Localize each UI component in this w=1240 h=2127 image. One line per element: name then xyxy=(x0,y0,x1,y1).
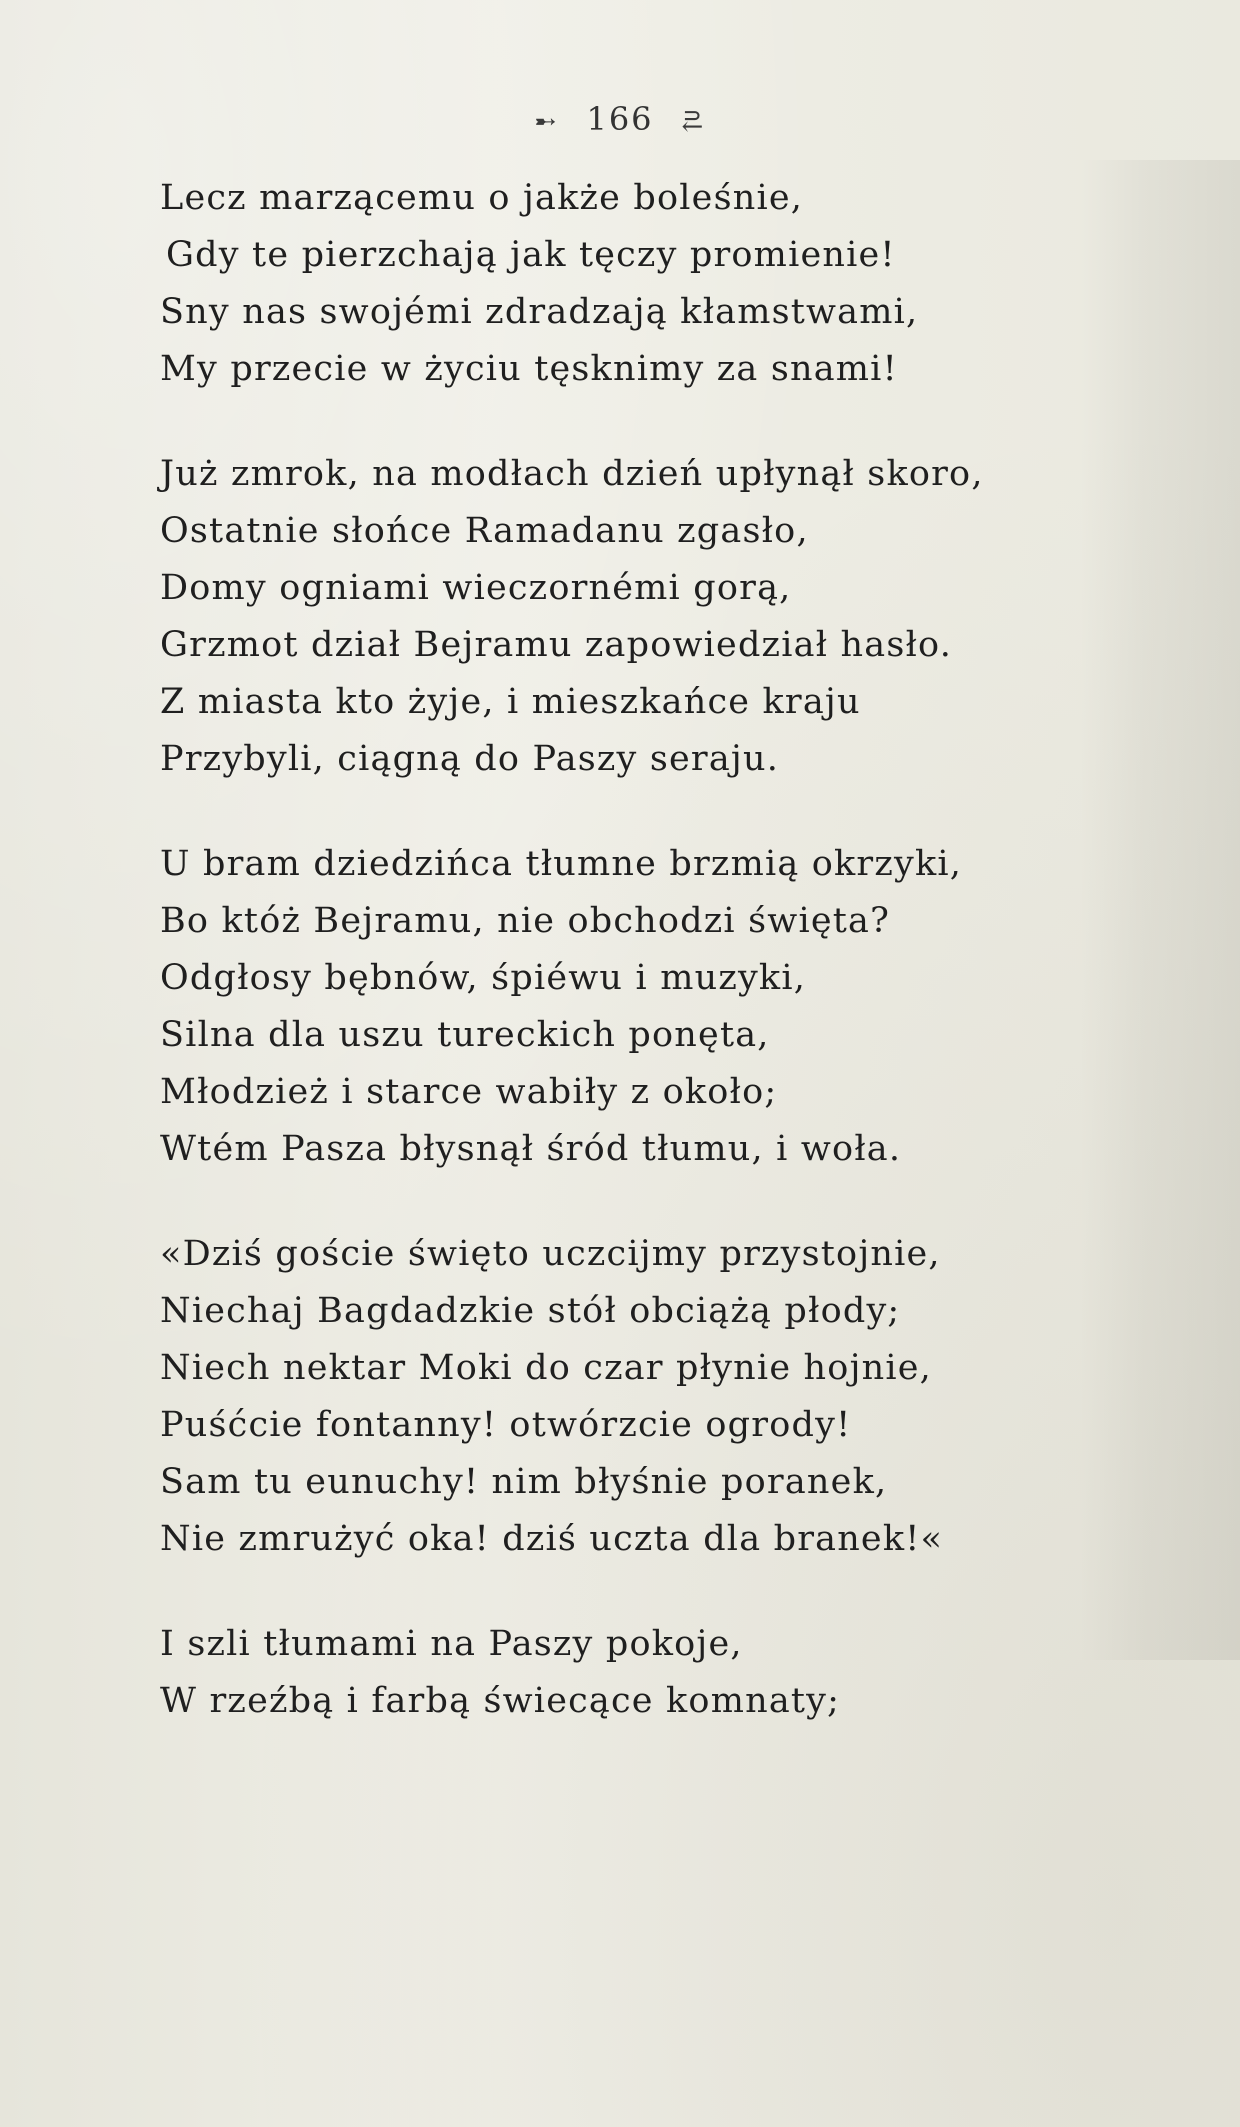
stanza-2 xyxy=(160,446,1060,788)
verse-line: «Dziś goście święto uczcijmy przystojnie, xyxy=(160,1234,941,1274)
stanza-1 xyxy=(160,170,1060,398)
verse-line: W rzeźbą i farbą świecące komnaty; xyxy=(160,1681,841,1721)
page-number: 166 xyxy=(586,100,654,138)
right-ornament-icon: ⥻ xyxy=(681,107,706,137)
left-ornament-icon: ➸ xyxy=(534,107,559,137)
verse-line: U bram dziedzińca tłumne brzmią okrzyki, xyxy=(160,844,963,884)
verse-line: Silna dla uszu tureckich ponęta, xyxy=(160,1015,770,1055)
verse-line: Sny nas swojémi zdradzają kłamstwami, xyxy=(160,292,919,332)
verse-line: Przybyli, ciągną do Paszy seraju. xyxy=(160,739,780,779)
verse-line: My przecie w życiu tęsknimy za snami! xyxy=(160,349,898,389)
verse-line: Niech nektar Moki do czar płynie hojnie, xyxy=(160,1348,932,1388)
page-header xyxy=(0,100,1240,138)
verse-line: Młodzież i starce wabiły z około; xyxy=(160,1072,778,1112)
verse-line: Sam tu eunuchy! nim błyśnie poranek, xyxy=(160,1462,888,1502)
verse-line: Puśćcie fontanny! otwórzcie ogrody! xyxy=(160,1405,852,1445)
stanza-4 xyxy=(160,1226,1060,1568)
verse-line: Domy ogniami wieczornémi gorą, xyxy=(160,568,792,608)
verse-line: Lecz marzącemu o jakże boleśnie, xyxy=(160,178,804,218)
verse-line: Bo któż Bejramu, nie obchodzi święta? xyxy=(160,901,891,941)
verse-line: I szli tłumami na Paszy pokoje, xyxy=(160,1624,743,1664)
verse-line: Nie zmrużyć oka! dziś uczta dla branek!« xyxy=(160,1519,944,1559)
verse-line: Już zmrok, na modłach dzień upłynął skoro, xyxy=(160,454,984,494)
stanza-3 xyxy=(160,836,1060,1178)
stanza-5 xyxy=(160,1616,1060,1730)
verse-line: Wtém Pasza błysnął śród tłumu, i woła. xyxy=(160,1129,902,1169)
show-through-shadow xyxy=(1080,160,1240,1660)
verse-line: Ostatnie słońce Ramadanu zgasło, xyxy=(160,511,809,551)
verse-line: Niechaj Bagdadzkie stół obciążą płody; xyxy=(160,1291,901,1331)
poem-text xyxy=(160,170,1060,1778)
verse-line: Odgłosy bębnów, śpiéwu i muzyki, xyxy=(160,958,807,998)
verse-line: Z miasta kto żyje, i mieszkańce kraju xyxy=(160,682,861,722)
verse-line: Gdy te pierzchają jak tęczy promienie! xyxy=(166,235,896,275)
verse-line: Grzmot dział Bejramu zapowiedział hasło. xyxy=(160,625,953,665)
